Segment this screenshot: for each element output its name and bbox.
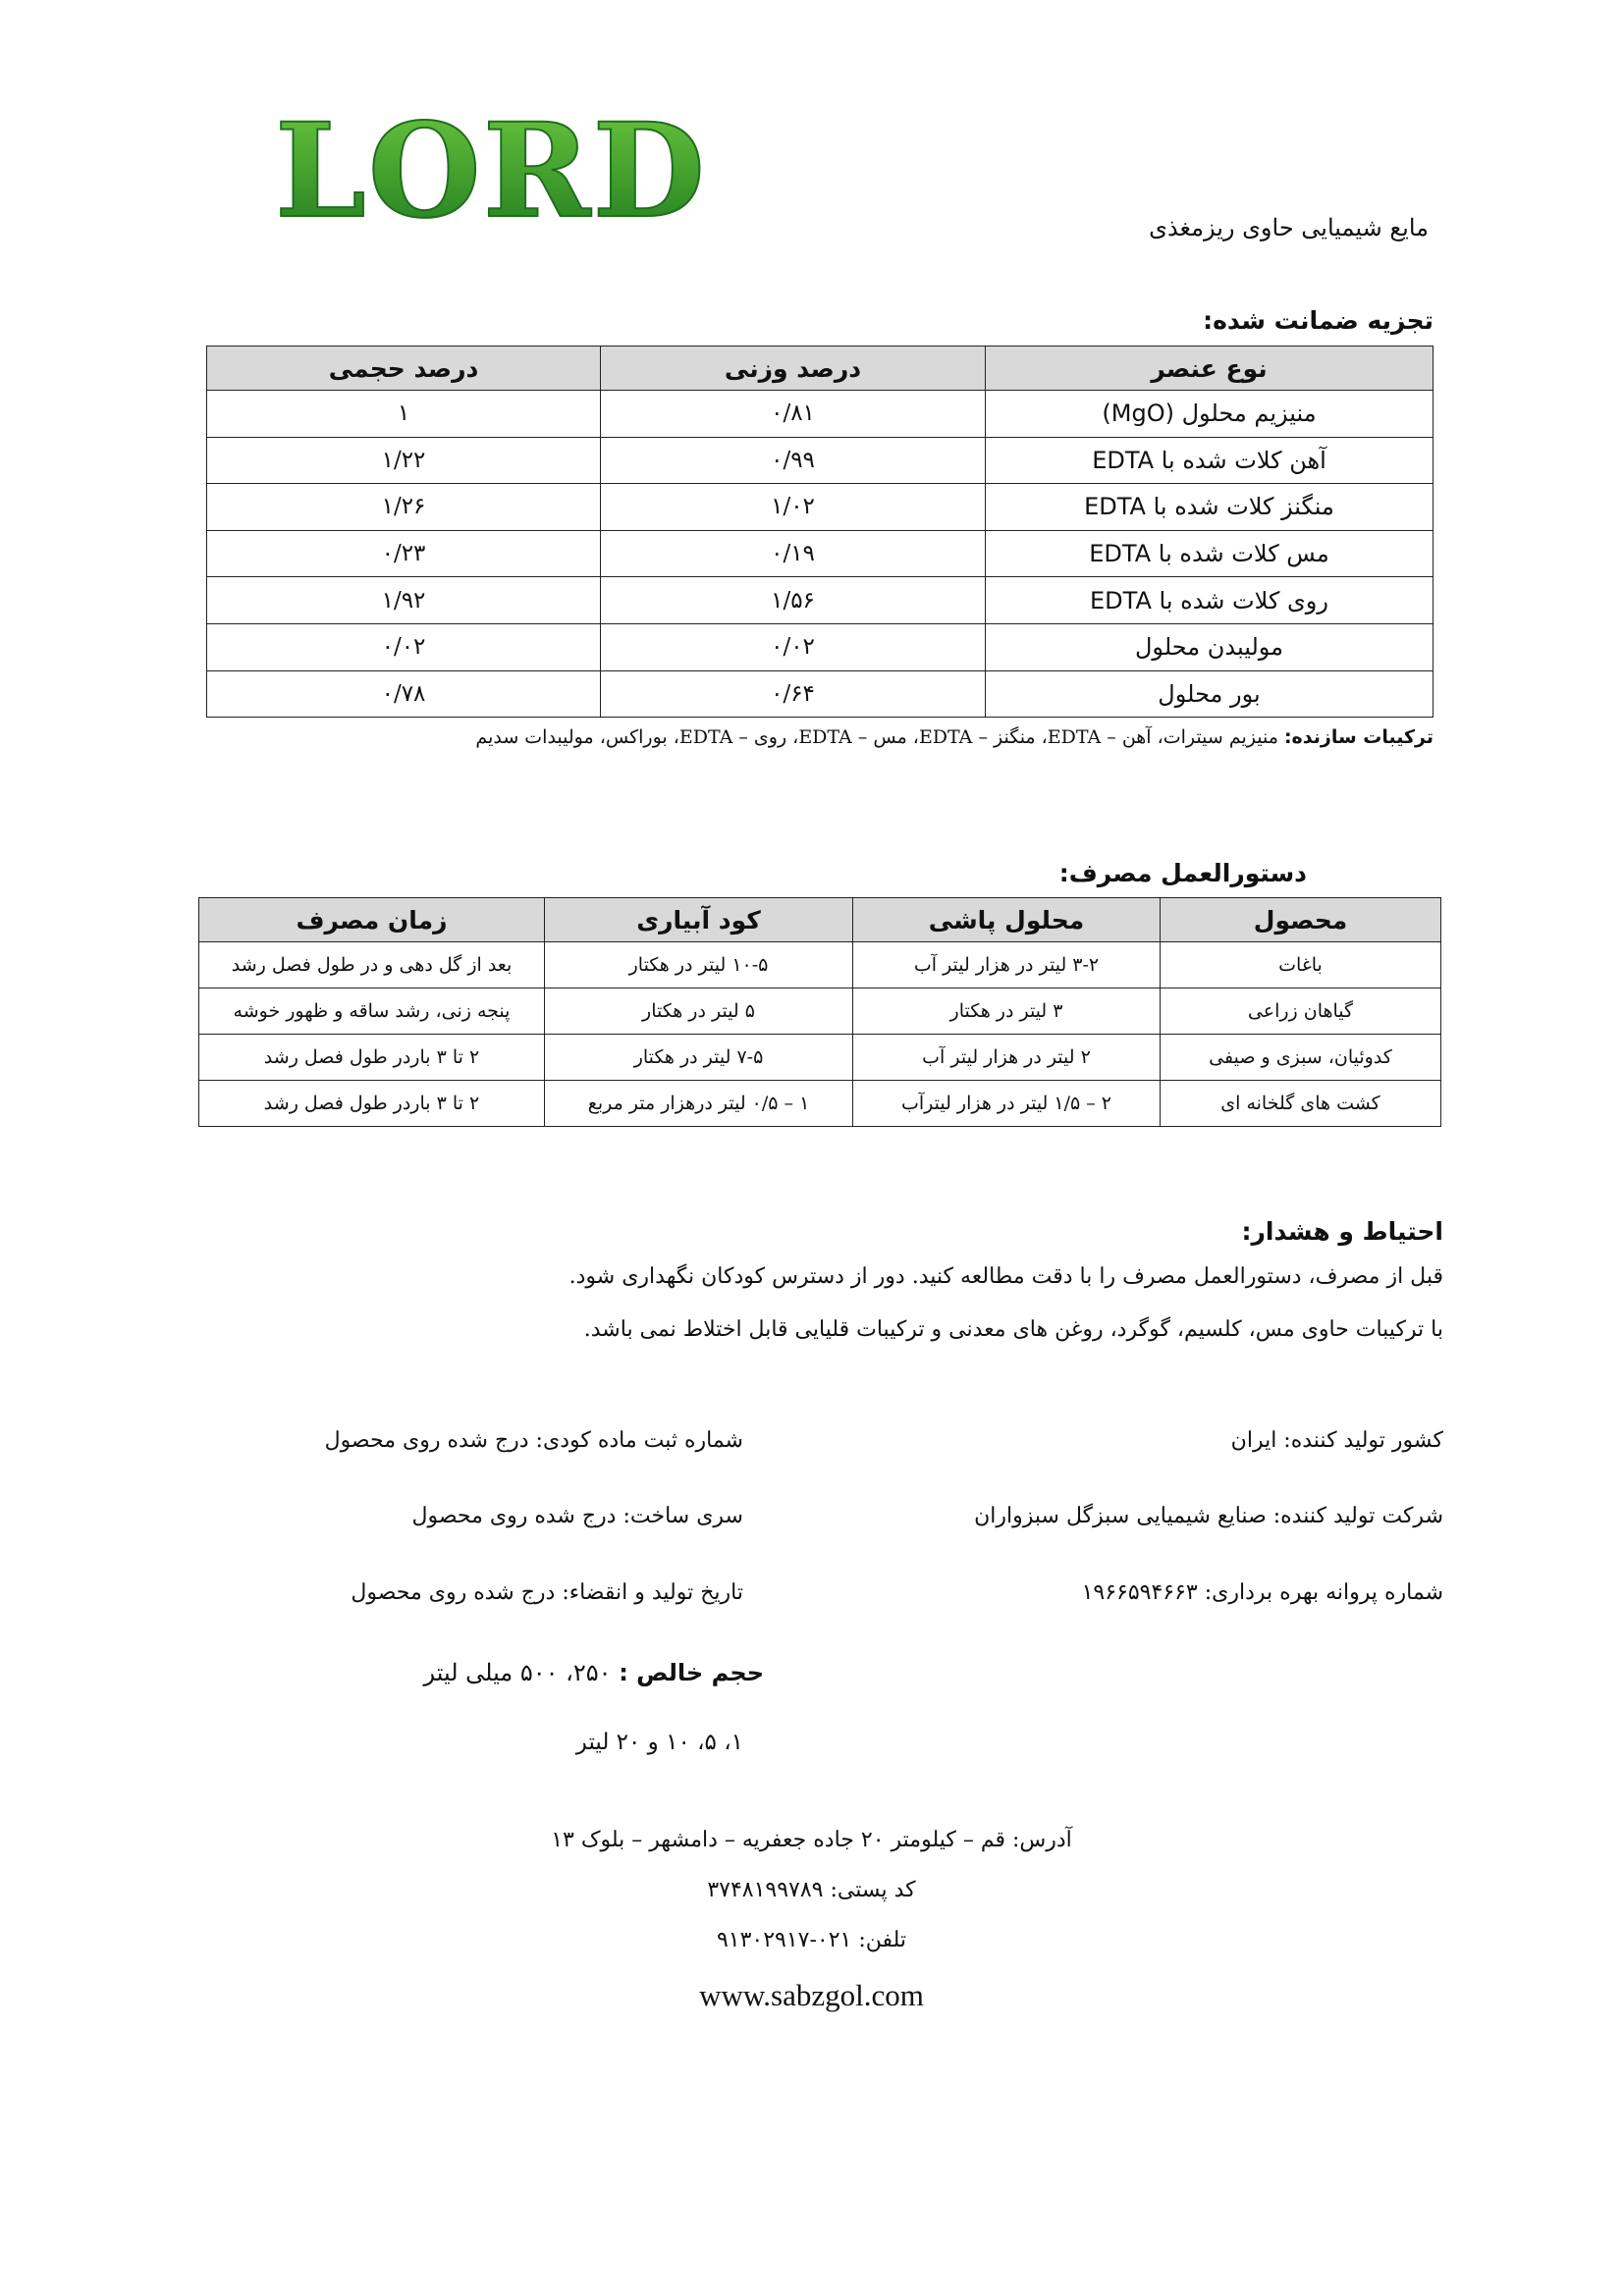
table-row	[199, 1081, 1441, 1127]
element-name: روی کلات شده با EDTA	[986, 577, 1434, 624]
foliar-cell: ۲ – ۱/۵ لیتر در هزار لیترآب	[853, 1081, 1161, 1127]
analysis-table	[206, 346, 1434, 718]
warning-line-2: با ترکیبات حاوی مس، کلسیم، گوگرد، روغن های معدنی و ترکیبات قلیایی قابل اختلاط نمی باشد.	[583, 1317, 1443, 1342]
net-volume-line-2: ۱، ۵، ۱۰ و ۲۰ لیتر	[575, 1730, 743, 1755]
table-row	[207, 670, 1434, 718]
element-name: منگنز کلات شده با EDTA	[986, 484, 1434, 531]
volume-percent: ۱/۲۶	[207, 484, 601, 531]
net-volume-value: ۲۵۰، ۵۰۰ میلی لیتر	[423, 1659, 612, 1686]
weight-percent: ۰/۰۲	[601, 623, 986, 670]
table-row	[207, 577, 1434, 624]
timing-cell: پنجه زنی، رشد ساقه و ظهور خوشه	[199, 988, 545, 1035]
lord-logo	[275, 95, 707, 247]
table-row	[207, 437, 1434, 484]
weight-percent: ۰/۱۹	[601, 530, 986, 577]
warning-title: احتیاط و هشدار:	[1241, 1217, 1443, 1246]
volume-percent: ۱/۹۲	[207, 577, 601, 624]
usage-header-row	[199, 898, 1441, 942]
analysis-title: تجزیه ضمانت شده:	[1203, 306, 1434, 335]
column-header-fertigation: کود آبیاری	[545, 898, 853, 942]
element-name: آهن کلات شده با EDTA	[986, 437, 1434, 484]
ingredients-label: ترکیبات سازنده:	[1283, 726, 1434, 748]
element-name: بور محلول	[986, 670, 1434, 718]
fertigation-cell: ۷-۵ لیتر در هکتار	[545, 1035, 853, 1081]
element-name: مس کلات شده با EDTA	[986, 530, 1434, 577]
website-link[interactable]: www.sabzgol.com	[699, 1978, 924, 2012]
phone-number: تلفن: ۰۲۱-۹۱۳۰۲۹۱۷	[716, 1928, 907, 1952]
weight-percent: ۰/۹۹	[601, 437, 986, 484]
column-header-weight-percent: درصد وزنی	[601, 347, 986, 391]
column-header-element: نوع عنصر	[986, 347, 1434, 391]
product-cell: گیاهان زراعی	[1161, 988, 1441, 1035]
product-cell: کشت های گلخانه ای	[1161, 1081, 1441, 1127]
column-header-timing: زمان مصرف	[199, 898, 545, 942]
column-header-foliar: محلول پاشی	[853, 898, 1161, 942]
license-number: شماره پروانه بهره برداری: ۱۹۶۶۵۹۴۶۶۳	[1081, 1580, 1443, 1605]
weight-percent: ۱/۰۲	[601, 484, 986, 531]
net-volume-label: حجم خالص :	[619, 1659, 764, 1686]
product-subtitle: مایع شیمیایی حاوی ریزمغذی	[1149, 214, 1429, 241]
volume-percent: ۱	[207, 391, 601, 438]
volume-percent: ۰/۰۲	[207, 623, 601, 670]
weight-percent: ۰/۶۴	[601, 670, 986, 718]
weight-percent: ۱/۵۶	[601, 577, 986, 624]
element-name: منیزیم محلول (MgO)	[986, 391, 1434, 438]
weight-percent: ۰/۸۱	[601, 391, 986, 438]
timing-cell: بعد از گل دهی و در طول فصل رشد	[199, 942, 545, 988]
foliar-cell: ۲ لیتر در هزار لیتر آب	[853, 1035, 1161, 1081]
table-row	[199, 942, 1441, 988]
fertigation-cell: ۱۰-۵ لیتر در هکتار	[545, 942, 853, 988]
usage-title: دستورالعمل مصرف:	[1058, 859, 1307, 887]
table-row	[207, 391, 1434, 438]
element-name: مولیبدن محلول	[986, 623, 1434, 670]
logo-text: LORD	[275, 95, 707, 247]
usage-table	[198, 897, 1441, 1127]
ingredients-value: منیزیم سیترات، آهن – EDTA، منگنز – EDTA، مس – EDTA، روی – EDTA، بوراکس، مولیبدات سدیم	[475, 726, 1278, 748]
warning-line-1: قبل از مصرف، دستورالعمل مصرف را با دقت مطالعه کنید. دور از دسترس کودکان نگهداری شود.	[568, 1264, 1443, 1289]
batch-number: سری ساخت: درج شده روی محصول	[411, 1504, 743, 1528]
foliar-cell: ۳-۲ لیتر در هزار لیتر آب	[853, 942, 1161, 988]
analysis-header-row	[207, 347, 1434, 391]
volume-percent: ۱/۲۲	[207, 437, 601, 484]
table-row	[207, 530, 1434, 577]
foliar-cell: ۳ لیتر در هکتار	[853, 988, 1161, 1035]
timing-cell: ۲ تا ۳ باردر طول فصل رشد	[199, 1035, 545, 1081]
fertigation-cell: ۵ لیتر در هکتار	[545, 988, 853, 1035]
net-volume	[424, 1659, 765, 1686]
table-row	[199, 988, 1441, 1035]
product-cell: کدوئیان، سبزی و صیفی	[1161, 1035, 1441, 1081]
postal-code: کد پستی: ۳۷۴۸۱۹۹۷۸۹	[707, 1878, 916, 1902]
volume-percent: ۰/۷۸	[207, 670, 601, 718]
table-row	[207, 623, 1434, 670]
country-of-manufacture: کشور تولید کننده: ایران	[1230, 1428, 1443, 1453]
volume-percent: ۰/۲۳	[207, 530, 601, 577]
timing-cell: ۲ تا ۳ باردر طول فصل رشد	[199, 1081, 545, 1127]
production-expiry-dates: تاریخ تولید و انقضاء: درج شده روی محصول	[351, 1580, 743, 1605]
column-header-volume-percent: درصد حجمی	[207, 347, 601, 391]
table-row	[207, 484, 1434, 531]
ingredients-line	[475, 726, 1434, 748]
address: آدرس: قم – کیلومتر ۲۰ جاده جعفریه – دامشهر – بلوک ۱۳	[551, 1828, 1072, 1852]
manufacturer-company: شرکت تولید کننده: صنایع شیمیایی سبزگل سبزواران	[974, 1504, 1443, 1528]
fertilizer-registration: شماره ثبت ماده کودی: درج شده روی محصول	[324, 1428, 743, 1453]
column-header-product: محصول	[1161, 898, 1441, 942]
fertigation-cell: ۱ – ۰/۵ لیتر درهزار متر مربع	[545, 1081, 853, 1127]
table-row	[199, 1035, 1441, 1081]
product-cell: باغات	[1161, 942, 1441, 988]
